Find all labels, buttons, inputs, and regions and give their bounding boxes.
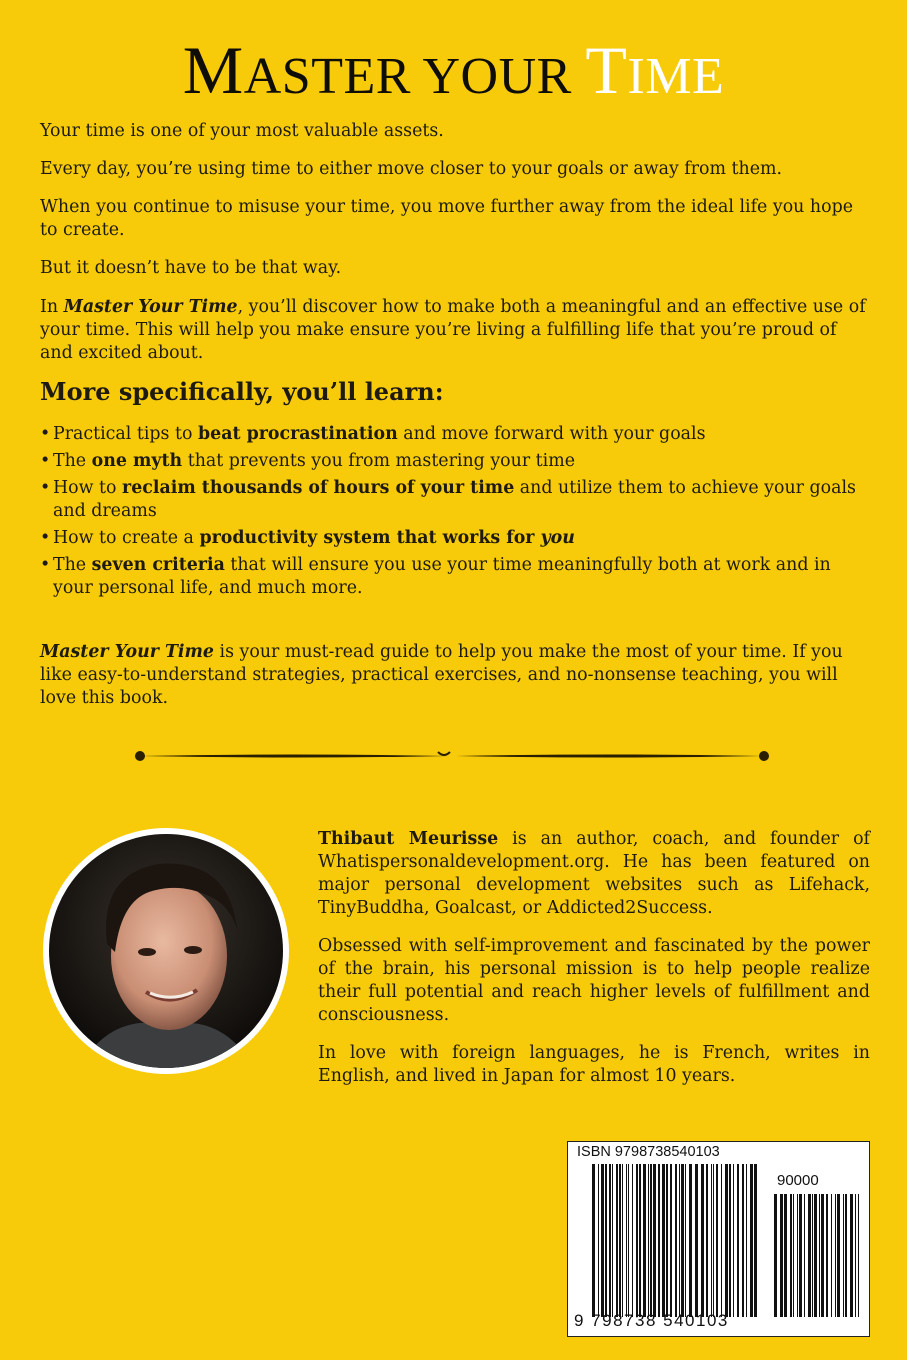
bullet-icon: • (40, 451, 51, 471)
bullet-icon: • (40, 528, 51, 548)
book-title: MASTER YOUR TIME (182, 32, 725, 108)
blurb (40, 120, 872, 380)
author-photo (43, 828, 289, 1074)
book-title-inline: Master Your Time (63, 297, 238, 317)
bullet-icon: • (40, 555, 51, 575)
blurb-paragraph: When you continue to misuse your time, you move further away from the ideal life you hope to create. (40, 197, 853, 240)
closing-paragraph: Master Your Time is your must-read guide to help you make the most of your time. If you like easy-to-understand strategies, practical exercises, and no-nonsense teaching, you will love this book. (40, 642, 843, 708)
list-item: • How to create a productivity system that works for you (40, 528, 575, 548)
bio-paragraph: Thibaut Meurisse is an author, coach, and founder of Whatispersonaldevelopment.org. He has been featured on major personal development websites such as Lifehack, TinyBuddha, Goalcast, or Addicted2Success. (318, 829, 870, 918)
blurb-paragraph: Every day, you’re using time to either move closer to your goals or away from them. (40, 159, 783, 179)
barcode-icon (568, 1142, 871, 1338)
ornamental-divider (132, 744, 772, 768)
blurb-paragraph: But it doesn’t have to be that way. (40, 258, 342, 278)
list-item: • Practical tips to beat procrastination and move forward with your goals (40, 424, 706, 444)
author-name: Thibaut Meurisse (318, 829, 499, 849)
learn-list (40, 423, 872, 604)
list-item: • The seven criteria that will ensure you use your time meaningfully both at work and in your personal life, and much more. (40, 555, 831, 598)
barcode-digits: 9 798738 540103 (574, 1311, 729, 1330)
isbn-label: ISBN 9798738540103 (577, 1144, 720, 1160)
learn-heading: More specifically, you’ll learn: (40, 377, 444, 406)
bullet-icon: • (40, 424, 51, 444)
book-title-inline: Master Your Time (40, 642, 214, 662)
bio-paragraph: In love with foreign languages, he is French, writes in English, and lived in Japan for almost 10 years. (318, 1043, 870, 1086)
price-code: 90000 (777, 1172, 819, 1189)
list-item: • The one myth that prevents you from mastering your time (40, 451, 575, 471)
list-item: • How to reclaim thousands of hours of your time and utilize them to achieve your goals and dreams (40, 478, 856, 521)
isbn-barcode (567, 1141, 870, 1337)
blurb-paragraph: Your time is one of your most valuable assets. (40, 121, 444, 141)
blurb-paragraph: In Master Your Time, you’ll discover how to make both a meaningful and an effective use of your time. This will help you make ensure you’re living a fulfilling life that you’re proud of and excited about. (40, 297, 866, 363)
author-bio (318, 828, 870, 1103)
bio-paragraph: Obsessed with self-improvement and fascinated by the power of the brain, his personal mission is to help people realize their full potential and reach higher levels of fulfillment and consciousness. (318, 936, 870, 1025)
bullet-icon: • (40, 478, 51, 498)
